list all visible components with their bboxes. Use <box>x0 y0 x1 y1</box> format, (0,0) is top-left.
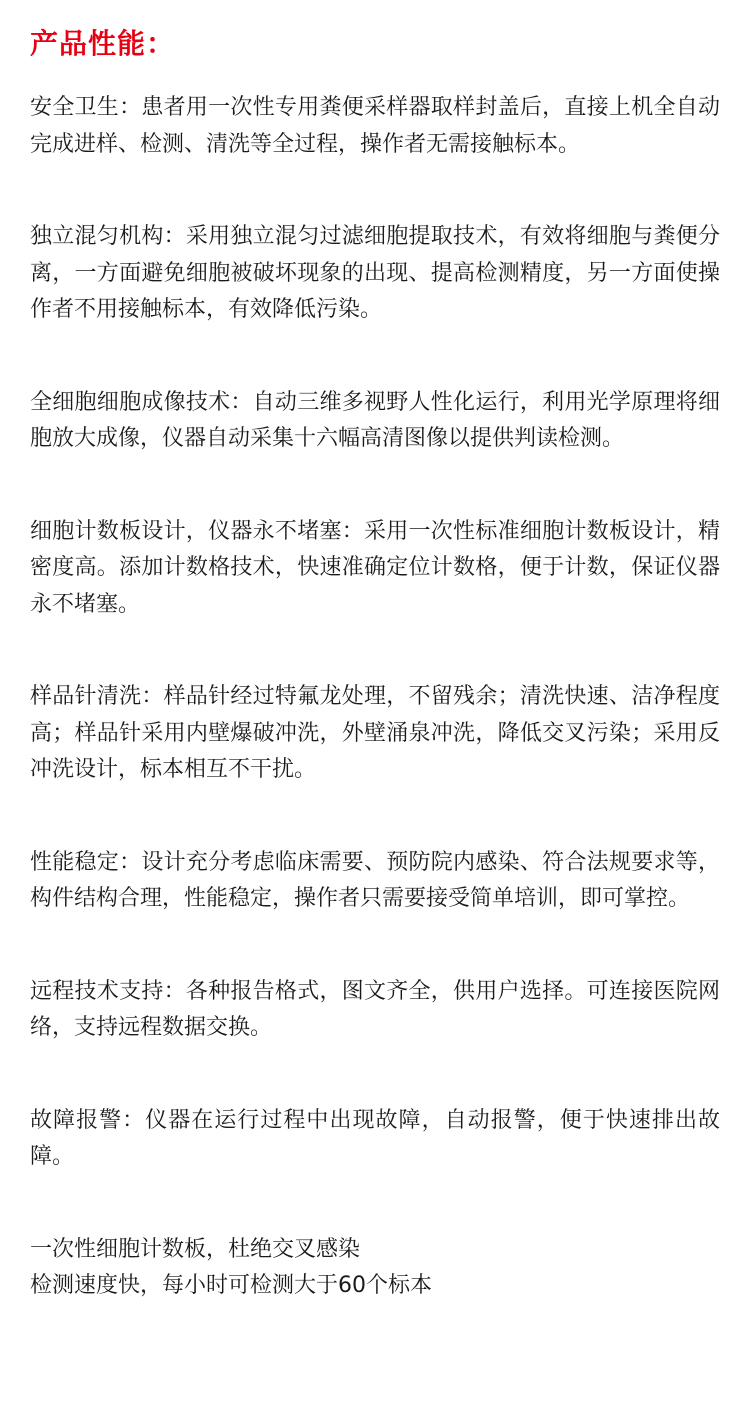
feature-safety-hygiene: 安全卫生：患者用一次性专用粪便采样器取样封盖后，直接上机全自动完成进样、检测、清洗等全过程，操作者无需接触标本。 <box>30 95 720 157</box>
feature-remote-support: 远程技术支持：各种报告格式，图文齐全，供用户选择。可连接医院网络，支持远程数据交换。 <box>30 978 720 1040</box>
feature-stable-performance: 性能稳定：设计充分考虑临床需要、预防院内感染、符合法规要求等，构件结构合理，性能稳定，操作者只需要接受简单培训，即可掌控。 <box>30 849 720 911</box>
feature-list <box>30 90 720 1305</box>
feature-counting-plate: 细胞计数板设计，仪器永不堵塞：采用一次性标准细胞计数板设计，精密度高。添加计数格技术，快速准确定位计数格，便于计数，保证仪器永不堵塞。 <box>30 518 720 617</box>
feature-sample-needle-cleaning: 样品针清洗：样品针经过特氟龙处理，不留残余；清洗快速、洁净程度高；样品针采用内壁爆破冲洗，外壁涌泉冲洗，降低交叉污染；采用反冲洗设计，标本相互不干扰。 <box>30 684 720 782</box>
highlight-detection-speed: 检测速度快，每小时可检测大于60个标本 <box>30 1273 432 1298</box>
feature-fault-alarm: 故障报警：仪器在运行过程中出现故障，自动报警，便于快速排出故障。 <box>30 1107 720 1169</box>
feature-whole-cell-imaging: 全细胞细胞成像技术：自动三维多视野人性化运行，利用光学原理将细胞放大成像，仪器自动采集十六幅高清图像以提供判读检测。 <box>30 389 720 451</box>
highlight-disposable-plate: 一次性细胞计数板，杜绝交叉感染 <box>30 1236 361 1262</box>
feature-independent-mixing: 独立混匀机构：采用独立混匀过滤细胞提取技术，有效将细胞与粪便分离，一方面避免细胞被破坏现象的出现、提高检测精度，另一方面使操作者不用接触标本，有效降低污染。 <box>30 224 720 322</box>
page-title: 产品性能： <box>30 27 176 60</box>
